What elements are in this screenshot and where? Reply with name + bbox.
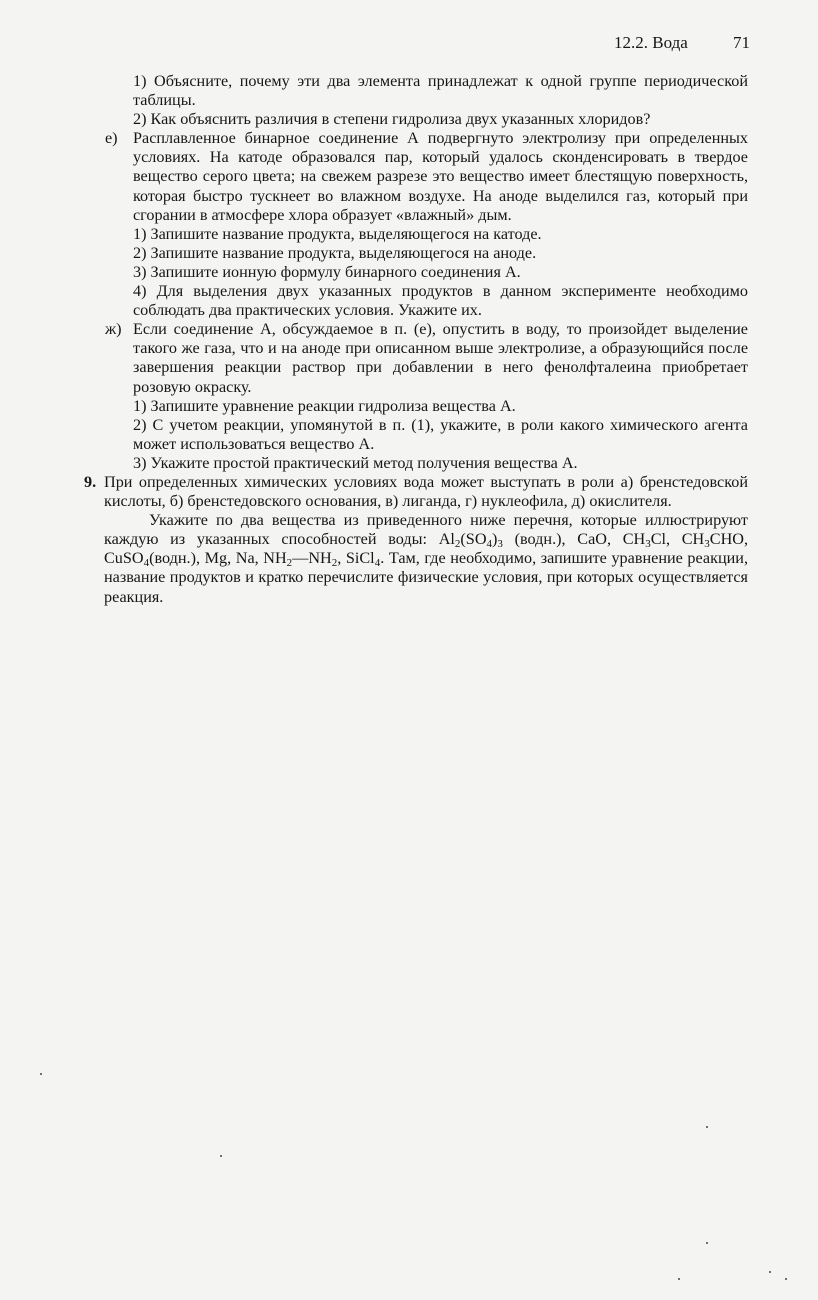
question-zh1: 1) Запишите уравнение реакции гидролиза вещества А. <box>133 396 516 415</box>
running-header <box>600 33 750 52</box>
scan-speck <box>678 1278 680 1280</box>
item-zh-text: Если соединение А, обсуждаемое в п. (е), опустить в воду, то произойдет выделение такого же газа, что и на аноде при описанном выше электролизе, а образующийся после завершения реакции раствор при добавлении в него фенолфталеина приобретает розовую окраску. <box>133 320 748 396</box>
scan-speck <box>220 1155 222 1157</box>
problem-9-text: При определенных химических условиях вода может выступать в роли а) бренстедовской кислоты, б) бренстедовского основания, в) лиганда, г) нуклеофила, д) окислителя. <box>104 472 748 511</box>
question-zh2: 2) С учетом реакции, упомянутой в п. (1), укажите, в роли какого химического агента может использоваться вещество А. <box>133 415 748 453</box>
question-e4: 4) Для выделения двух указанных продуктов в данном эксперименте необходимо соблюдать два практических условия. Укажите их. <box>133 282 748 320</box>
scan-speck <box>706 1242 708 1244</box>
page-body <box>84 72 748 607</box>
item-zh <box>84 320 748 396</box>
question-zh3: 3) Укажите простой практический метод получения вещества А. <box>133 453 578 472</box>
item-e-label: е) <box>105 129 118 148</box>
section-title: 12.2. Вода <box>614 33 688 52</box>
item-zh-label: ж) <box>105 320 122 339</box>
scan-speck <box>785 1278 787 1280</box>
question-d2: 2) Как объяснить различия в степени гидролиза двух указанных хлоридов? <box>133 110 651 129</box>
page-number: 71 <box>733 33 750 52</box>
problem-9 <box>84 473 748 511</box>
scan-speck <box>769 1271 771 1273</box>
item-e-text: Расплавленное бинарное соединение А подвергнуто электролизу при определенных условиях. На катоде образовался пар, который удалось сконденсировать в твердое вещество серого цвета; на свежем разрезе это вещество имеет блестящую поверхность, которая быстро тускнеет во влажном воздухе. На аноде выделился газ, который при сгорании в атмосфере хлора образует «влажный» дым. <box>133 129 748 224</box>
question-d1: 1) Объясните, почему эти два элемента принадлежат к одной группе периодической таблицы. <box>133 72 748 110</box>
question-e1: 1) Запишите название продукта, выделяющегося на катоде. <box>133 224 542 243</box>
question-e2: 2) Запишите название продукта, выделяющегося на аноде. <box>133 243 537 262</box>
question-e3: 3) Запишите ионную формулу бинарного соединения А. <box>133 262 521 281</box>
item-e <box>84 129 748 224</box>
problem-9-number: 9. <box>84 472 97 491</box>
problem-9-task: Укажите по два вещества из приведенного ниже перечня, которые иллюстрируют каждую из указанных способностей воды: $Al_2(SO_4)_3$ (водн.), CaO, $CH_3Cl$, $CH_3CHO$, CuSO$_4$(водн.), Mg, Na, $NH_2—NH_2$, SiCl$_4$. Там, где необходимо, запишите уравнение реакции, название продуктов и кратко перечислите физические условия, при которых осуществляется реакция. <box>104 511 748 606</box>
scan-speck <box>706 1126 708 1128</box>
scan-speck <box>40 1073 42 1075</box>
